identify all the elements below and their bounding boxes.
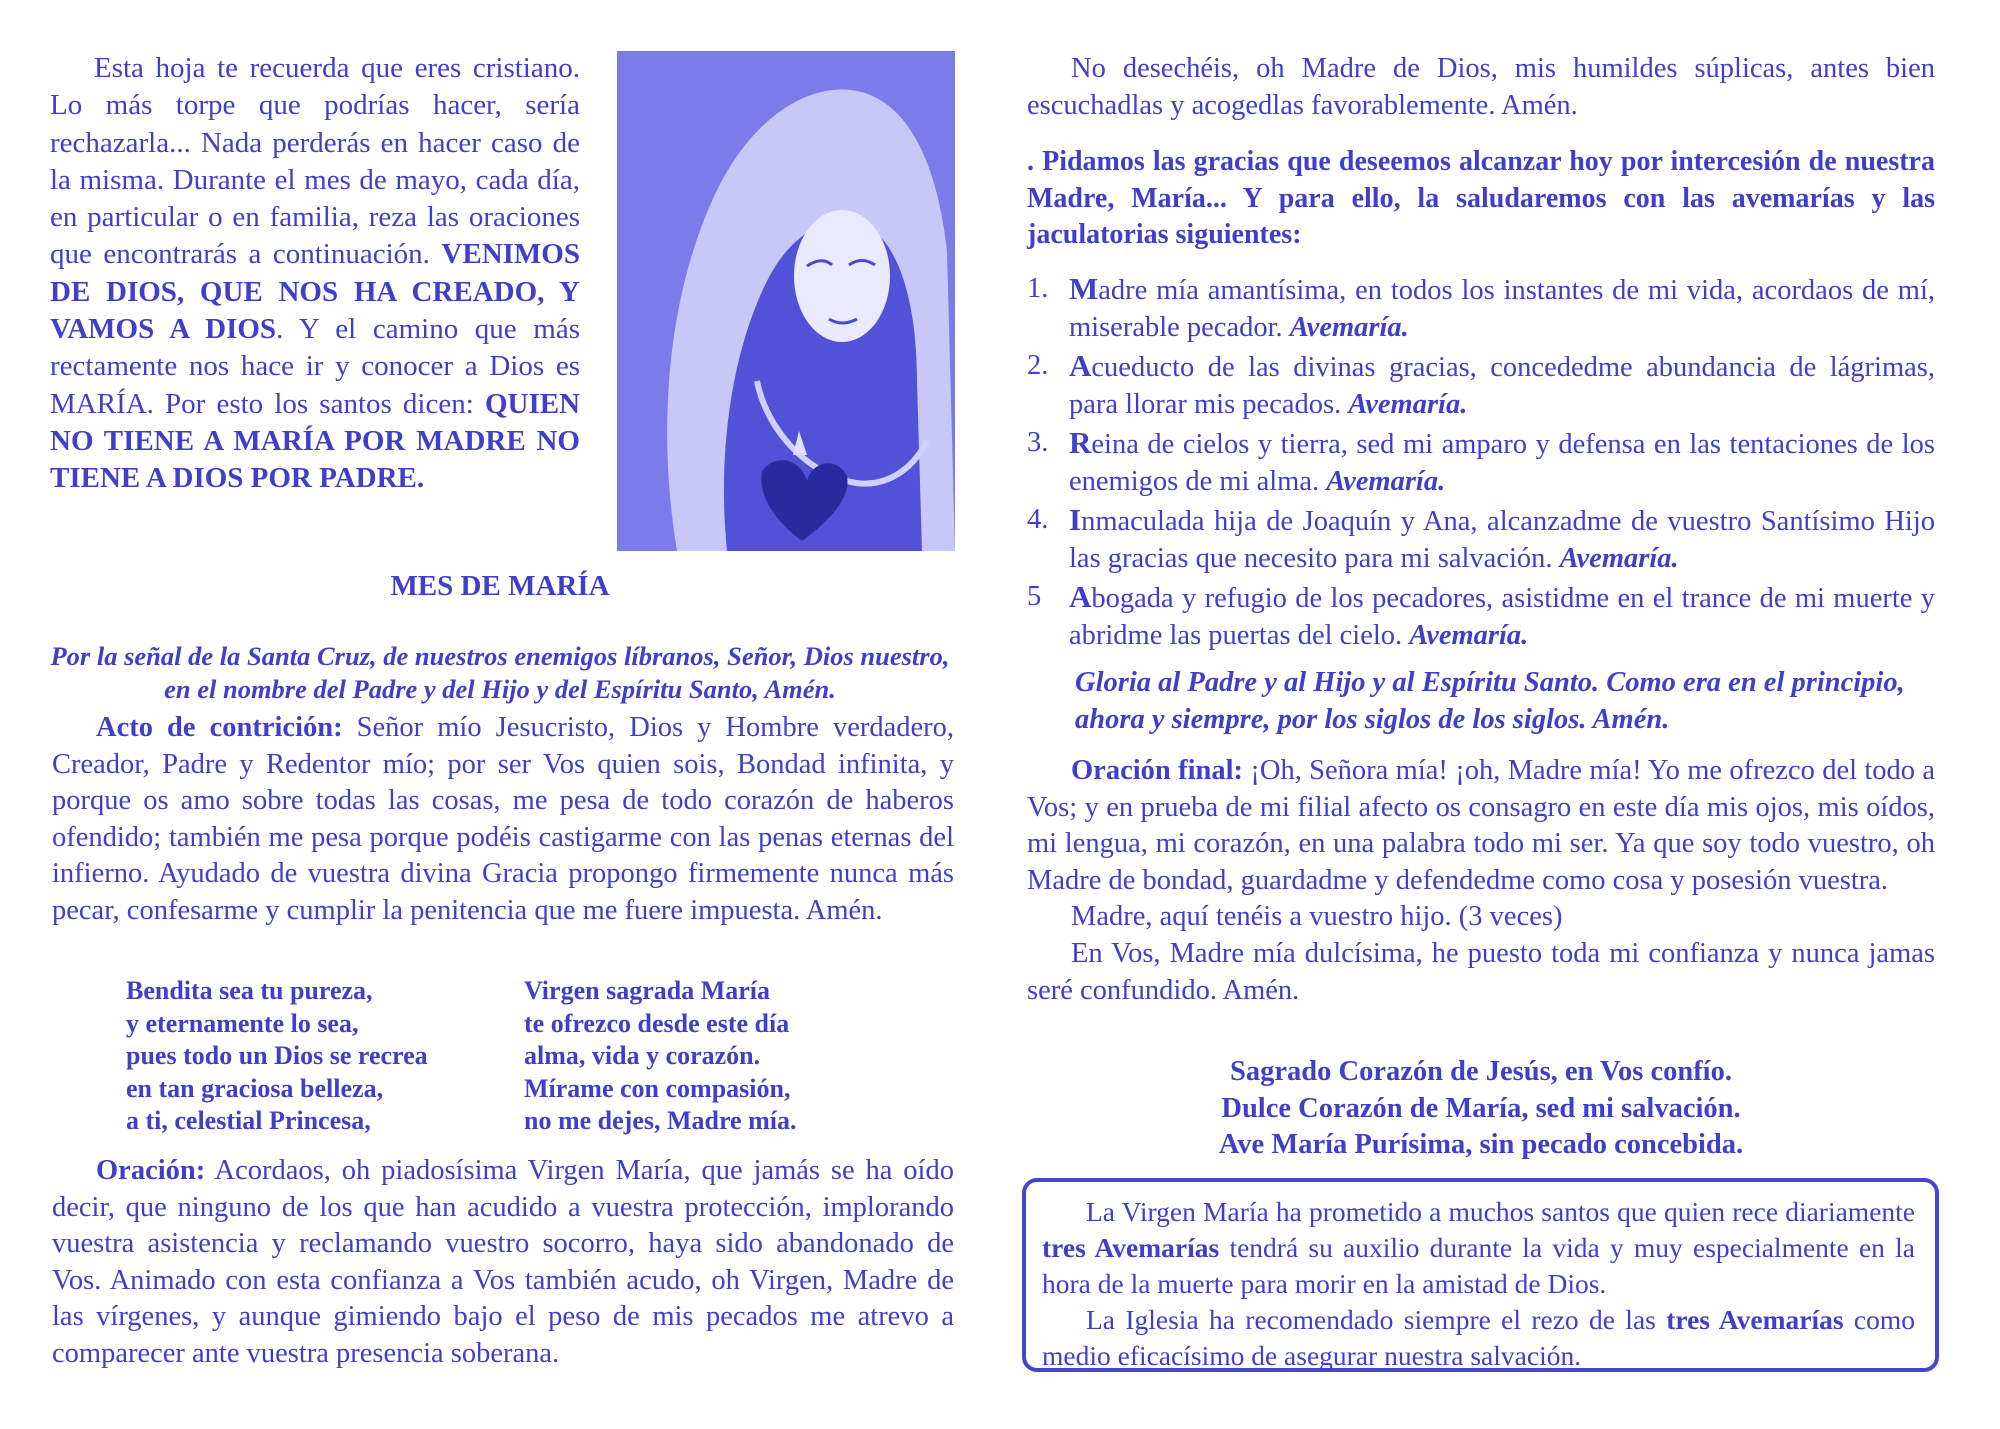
final-prayer-line-2: Madre, aquí tenéis a vuestro hijo. (3 veces)	[1071, 901, 1563, 933]
intro-emphasis-2: QUIEN NO TIENE A MARÍA POR MADRE NO TIENE A DIOS POR PADRE.	[50, 387, 581, 495]
final-prayer	[1027, 753, 1935, 1009]
closing-line: Ave María Purísima, sin pecado concebida.	[1218, 1129, 1744, 1160]
invocation-item: 2. Acueducto de las divinas gracias, concededme abundancia de lágrimas, para llorar mis pecados. Avemaría.	[1027, 348, 1935, 420]
act-of-contrition	[52, 710, 954, 930]
contrition-label: Acto de contrición:	[96, 712, 343, 743]
final-prayer-label: Oración final:	[1071, 755, 1244, 786]
verses-right	[524, 975, 796, 1138]
closing-line: Dulce Corazón de María, sed mi salvación.	[1221, 1092, 1741, 1124]
invocation-item: 5 Abogada y refugio de los pecadores, asistidme en el trance de mi muerte y abridme las puertas del cielo. Avemaría.	[1027, 579, 1935, 651]
verse-line: Bendita sea tu pureza,	[126, 976, 373, 1005]
closing-invocations	[1027, 1054, 1935, 1164]
closing-line: Sagrado Corazón de Jesús, en Vos confío.	[1230, 1056, 1732, 1087]
prayer-acordaos	[52, 1153, 954, 1373]
gloria-prayer: Gloria al Padre y al Hijo y al Espíritu Santo. Como era en el principio, ahora y siempre, por los siglos de los siglos. Amén.	[1075, 667, 1905, 735]
supplication-paragraph: No desechéis, oh Madre de Dios, mis humildes súplicas, antes bien escuchadlas y acogedlas favorablemente. Amén.	[1027, 53, 1935, 121]
virgin-mary-illustration	[617, 51, 955, 551]
invocations-list	[1027, 270, 1935, 654]
verse-line: y eternamente lo sea,	[126, 1008, 359, 1038]
invocation-item: 3. Reina de cielos y tierra, sed mi amparo y defensa en las tentaciones de los enemigos de mi alma. Avemaría.	[1027, 425, 1935, 497]
invocation-item: 4. Inmaculada hija de Joaquín y Ana, alcanzadme de vuestro Santísimo Hijo las gracias que necesito para mi salvación. Avemaría.	[1027, 502, 1935, 574]
intro-text: Esta hoja te recuerda que eres cristiano. Lo más torpe que podrías hacer, sería rechazarla... Nada perderás en hacer caso de la misma. Durante el mes de mayo, cada día, en particular o en familia, reza las oraciones que encontrarás a continuación.	[50, 52, 580, 271]
request-graces-paragraph: . Pidamos las gracias que deseemos alcanzar hoy por intercesión de nuestra Madre, María... Y para ello, la saludaremos con las avemarías y las jaculatorias siguientes:	[1027, 146, 1935, 250]
invocation-item: 1. Madre mía amantísima, en todos los instantes de mi vida, acordaos de mí, miserable pecador. Avemaría.	[1027, 271, 1935, 343]
page-title: MES DE MARÍA	[390, 570, 610, 602]
contrition-text: Señor mío Jesucristo, Dios y Hombre verdadero, Creador, Padre y Redentor mío; por ser Vos quien sois, Bondad infinita, y porque os amo sobre todas las cosas, me pesa de todo corazón de haberos ofendido; también me pesa porque podéis castigarme con las penas eternas del infierno. Ayudado de vuestra divina Gracia propongo firmemente nunca más pecar, confesarme y cumplir la penitencia que me fuere impuesta. Amén.	[52, 712, 954, 926]
verse-line: Mírame con compasión,	[524, 1073, 791, 1103]
verse-line: te ofrezco desde este día	[524, 1008, 790, 1038]
verse-line: alma, vida y corazón.	[524, 1041, 761, 1070]
verse-line: no me dejes, Madre mía.	[524, 1106, 797, 1135]
verse-line: Virgen sagrada María	[524, 976, 770, 1005]
intro-emphasis-1: VENIMOS DE DIOS, QUE NOS HA CREADO, Y VAMOS A DIOS	[50, 238, 580, 346]
prayer-text: Acordaos, oh piadosísima Virgen María, que jamás se ha oído decir, que ninguno de los que han acudido a vuestra protección, implorando vuestra asistencia y reclamando vuestro socorro, haya sido abandonado de Vos. Animado con esta confianza a Vos también acudo, oh Virgen, Madre de las vírgenes, y aunque gimiendo bajo el peso de mis pecados me atrevo a comparecer ante vuestra presencia soberana.	[52, 1155, 954, 1369]
sign-of-cross-prayer: Por la señal de la Santa Cruz, de nuestros enemigos líbranos, Señor, Dios nuestro, en el nombre del Padre y del Hijo y del Espíritu Santo, Amén.	[50, 641, 950, 704]
three-hail-marys-box: La Virgen María ha prometido a muchos santos que quien rece diariamente tres Avemarías tendrá su auxilio durante la vida y muy especialmente en la hora de la muerte para morir en la amistad de Dios. La Iglesia ha recomendado siempre el rezo de las tres Avemarías como medio eficacísimo de asegurar nuestra salvación.	[1022, 1178, 1939, 1372]
verse-line: a ti, celestial Princesa,	[126, 1106, 371, 1135]
intro-paragraph	[50, 50, 580, 498]
verse-line: en tan graciosa belleza,	[126, 1073, 384, 1103]
verses-left	[126, 975, 428, 1138]
verse-line: pues todo un Dios se recrea	[126, 1041, 428, 1070]
intro-text-2: . Y el camino que más rectamente nos hace ir y conocer a Dios es MARÍA. Por esto los santos dicen:	[50, 313, 580, 420]
final-prayer-line-3: En Vos, Madre mía dulcísima, he puesto toda mi confianza y nunca jamas seré confundido. Amén.	[1027, 937, 1935, 1006]
virgin-mary-image	[617, 51, 955, 551]
final-prayer-text: ¡Oh, Señora mía! ¡oh, Madre mía! Yo me ofrezco del todo a Vos; y en prueba de mi filial afecto os consagro en este día mis ojos, mis oídos, mi lengua, mi corazón, en una palabra todo mi ser. Ya que soy todo vuestro, oh Madre de bondad, guardadme y defendedme como cosa y posesión vuestra.	[1027, 755, 1936, 896]
prayer-label: Oración:	[96, 1155, 206, 1186]
